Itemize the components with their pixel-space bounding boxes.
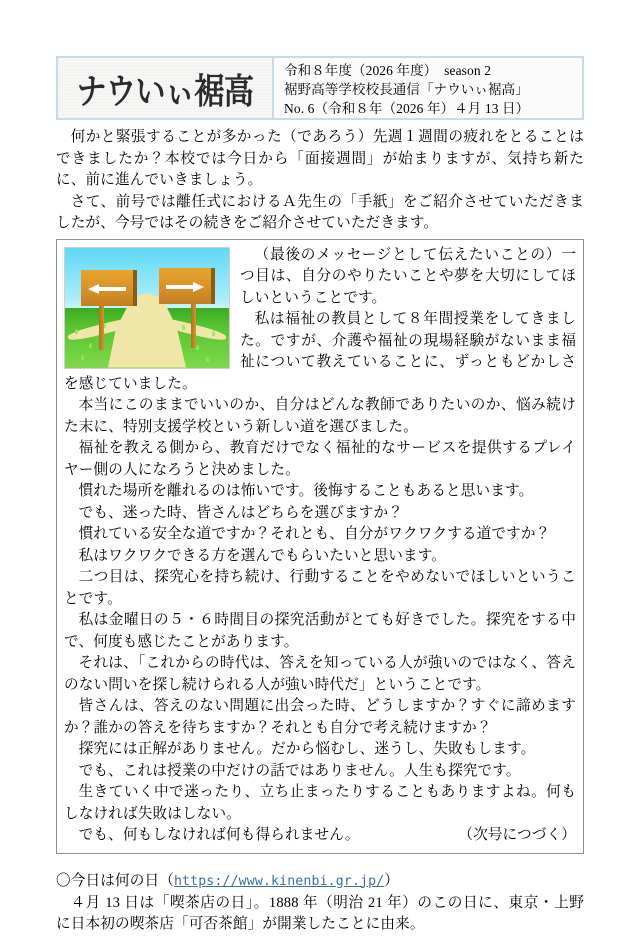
left-arrow-icon — [88, 284, 126, 292]
right-arrow-icon — [166, 282, 204, 290]
grass-tuft-icon — [212, 331, 215, 336]
intro-block — [56, 127, 584, 235]
grass-tuft-icon — [182, 325, 185, 330]
letter-paragraph: 慣れている安全な道ですか？それとも、自分がワクワクする道ですか？ — [78, 526, 551, 542]
letter-paragraph: 私はワクワクできる方を選んでもらいたいと思います。 — [78, 547, 447, 564]
masthead-logo — [58, 58, 274, 118]
masthead-logo-text: ナウいぃ裾高 — [76, 71, 254, 113]
masthead-publication-title: 裾野高等学校校長通信「ナウいぃ裾高」 — [284, 82, 529, 97]
letter-paragraph: でも、これは授業の中だけの話ではありません。人生も探究です。 — [78, 762, 521, 779]
intro-paragraph-1: 何かと緊張することが多かった（であろう）先週１週間の疲れをとることはできましたか？本校では今日から「面接週間」が始まりますが、気持ち新たに、前に進んでいきましょう。 — [56, 129, 584, 188]
letter-paragraph: でも、迷った時、皆さんはどちらを選びますか？ — [78, 504, 403, 521]
sign-post — [99, 304, 104, 350]
sign-post — [191, 302, 196, 348]
grass-tuft-icon — [81, 355, 84, 360]
grass-tuft-icon — [75, 329, 78, 334]
trivia-heading — [56, 870, 584, 893]
crossroads-illustration — [64, 247, 230, 369]
letter-paragraph: 生きていく中で迷ったり、立ち止まったりすることもありますよね。何もしなければ失敗はしない。 — [64, 784, 576, 822]
masthead-school-year: 令和８年度（2026 年度） season 2 — [284, 63, 492, 78]
sign-board — [159, 268, 215, 304]
continued-note: （次号につづく） — [458, 827, 576, 843]
grass-tuft-icon — [89, 343, 92, 348]
grass-tuft-icon — [206, 357, 209, 362]
letter-paragraph: 探究には正解がありません。だから悩むし、迷うし、失敗もします。 — [78, 741, 536, 757]
letter-paragraph: それは、「これからの時代は、答えを知っている人が強いのではなく、答えのない問いを探し続けられる人が強い時代だ」ということです。 — [64, 655, 576, 693]
trivia-section — [56, 870, 584, 936]
left-direction-sign — [81, 270, 137, 306]
trivia-body: ４月 13 日は「喫茶店の日」。1888 年（明治 21 年）のこの日に、東京・上野に日本初の喫茶店「可否茶館」が開業したことに由来。 — [56, 894, 584, 932]
letter-paragraph: 本当にこのままでいいのか、自分はどんな教師でありたいのか、悩み続けた末に、特別支援学校という新しい道を選びました。 — [64, 397, 576, 435]
letter-last-paragraph: でも、何もしなければ何も得られません。 — [78, 827, 360, 843]
letter-box — [56, 239, 584, 854]
masthead-info — [274, 58, 582, 118]
grass-tuft-icon — [196, 345, 199, 350]
letter-last-line — [64, 825, 576, 847]
right-direction-sign — [159, 268, 215, 304]
trivia-heading-label: 〇今日は何の日（ — [56, 872, 174, 889]
letter-paragraph: 私は金曜日の５・６時間目の探究活動がとても好きでした。探究をする中で、何度も感じたことがあります。 — [64, 612, 576, 650]
sign-board — [81, 270, 137, 306]
letter-paragraph: 慣れた場所を離れるのは怖いです。後悔することもあると思います。 — [78, 483, 534, 499]
letter-paragraph: 皆さんは、答えのない問題に出会った時、どうしますか？すぐに諦めますか？誰かの答えを待ちますか？それとも自分で考え続けますか？ — [64, 698, 576, 736]
masthead-issue-number: No. 6（令和８年（2026 年）４月 13 日） — [284, 101, 530, 116]
trivia-heading-close: ） — [384, 872, 400, 889]
letter-wrapped-paragraph-1: （最後のメッセージとして伝えたいことの）一つ目は、自分のやりたいことや夢を大切にしてほしいということです。 — [240, 246, 576, 306]
letter-paragraph: 二つ目は、探究心を持ち続け、行動することをやめないでほしいということです。 — [64, 569, 576, 607]
intro-paragraph-2: さて、前号では離任式におけるＡ先生の「手紙」をご紹介させていただきましたが、今号ではその続きをご紹介させていただきます。 — [56, 193, 584, 231]
masthead — [56, 56, 584, 120]
letter-paragraph: 福祉を教える側から、教育だけでなく福祉的なサービスを提供するプレイヤー側の人になろうと決めました。 — [64, 440, 576, 478]
letter-wrapped-paragraph-2: 私は福祉の教員として８年間授業をしてきました。ですが、介護や福祉の現場経験がないまま福祉について教えていることに、ずっともどかしさを感じていました。 — [64, 311, 576, 392]
kinenbi-link[interactable]: https://www.kinenbi.gr.jp/ — [173, 873, 385, 889]
